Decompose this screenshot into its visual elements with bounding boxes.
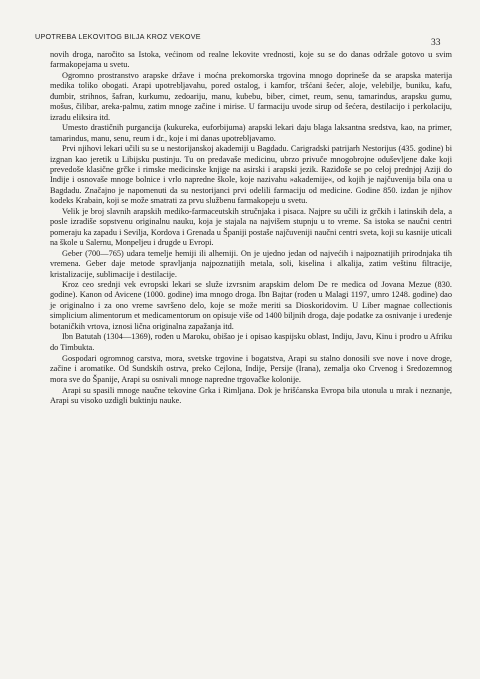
page-number: 33 bbox=[431, 38, 441, 48]
paragraph: Gospodari ogromnog carstva, mora, svetske trgovine i bogatstva, Arapi su stalno donosili sve nove i nove droge, začine i aromatike. Od Sundskih ostrva, preko Cejlona, Indije, Persije (Irana), zemalja oko Crvenog i Sredozemnog mora sve do Španije, Arapi su osnivali mnoge napredne trgovačke kolonije. bbox=[50, 353, 452, 384]
paragraph: Ogromno prostranstvo arapske države i moćna prekomorska trgovina mnogo doprineše da se arapska materija medika toliko obogati. Arapi upotrebljavahu, pored ostalog, i kamfor, tršćani šećer, aloje, velebilje, buniku, kafu, đumbir, strihnos, šafran, kurkumu, zedoariju, manu, kubebu, biber, cimet, reum, senu, tamarindus, arapsku gumu, mošus, čilibar, areka-palmu, zatim mnoge začine i mirise. U farmaciju uvode sirup od šećera, destilacijo i perkolaciju, izradu eliksira itd. bbox=[50, 70, 452, 122]
paragraph: Geber (700—765) udara temelje hemiji ili alhemiji. On je ujedno jedan od najvećih i najpoznatijih prirodnjaka tih vremena. Geber daje metode spravljanja najpoznatijih metala, soli, kiselina i alkalija, zatim veštinu filtracije, kristalizacije, sublimacije i destilacije. bbox=[50, 248, 452, 279]
paragraph: Velik je broj slavnih arapskih mediko-farmaceutskih stručnjaka i pisaca. Najpre su učili iz grčkih i latinskih dela, a posle izradiše sopstvenu originalnu nauku, koja je stajala na najvišem stupnju u to vreme. Sa istoka se naučni centri pomeraju ka zapadu i Sevilja, Kordova i Grenada u Španiji postaše najčuveniji naučni centri sveta, koji su kasnije uticali na škole u Salernu, Monpeljeu i drugde u Evropi. bbox=[50, 206, 452, 248]
paragraph: Kroz ceo srednji vek evropski lekari se služe izvrsnim arapskim delom De re medica od Jovana Mezue (830. godine). Kanon od Avicene (1000. godine) ima mnogo droga. Ibn Bajtar (rođen u Malagi 1197, umro 1248. godine) dao je originalno i za ono vreme savršeno delo, koje se može meriti sa Dioskoridovim. U Liber magnae collectionis simplicium alimentorum et medicamentorum on opisuje više od 1400 biljnih droga, daje podatke za osnivanje i uređenje botaničkih vrtova, iznosi lična originalna zapažanja itd. bbox=[50, 279, 452, 331]
paragraph: Umesto drastičnih purgancija (kukureka, euforbijuma) arapski lekari daju blaga laksantna sredstva, kao, na primer, tamarindus, manu, senu, reum i dr., koje i mi danas upotrebljavamo. bbox=[50, 123, 452, 143]
paragraph: Ibn Batutah (1304—1369), rođen u Maroku, obišao je i opisao kaspijsku oblast, Indiju, Javu, Kinu i prodro u Afriku do Timbukta. bbox=[50, 332, 452, 352]
body-text bbox=[50, 50, 452, 406]
paragraph: Arapi su spasili mnoge naučne tekovine Grka i Rimljana. Dok je hrišćanska Evropa bila utonula u mrak i neznanje, Arapi su visoko uzdigli buktinju nauke. bbox=[50, 385, 452, 405]
running-header: UPOTREBA LEKOVITOG BILJA KROZ VEKOVE bbox=[35, 32, 201, 41]
paragraph: Prvi njihovi lekari učili su se u nestorijanskoj akademiji u Bagdadu. Carigradski patrijarh Nestorijus (435. godine) bi izgnan kao jeretik u Libijsku pustinju. Tu on predavaše medicinu, ubrzo privuče mnogobrojne oduševljene đake koji prevedoše klasične grčke i rimske medicinske knjige na asirski i arapski jezik. Raziđoše se po celoj prednjoj Aziji do Indije i osnovaše mnoge bolnice i vrlo napredne škole, koje nazivahu »akademije«, od kojih je najčuvenija bila ona u Bagdadu. Značajno je napomenuti da su nestorijanci prvi odelili farmaciju od medicine. Godine 850. izdan je njihov kodeks Krabain, koji se može smatrati za prvu službenu farmakopeju u svetu. bbox=[50, 144, 452, 206]
paragraph: novih droga, naročito sa Istoka, većinom od realne lekovite vrednosti, koje su se do danas održale gotovo u svim farmakopejama u svetu. bbox=[50, 50, 452, 70]
